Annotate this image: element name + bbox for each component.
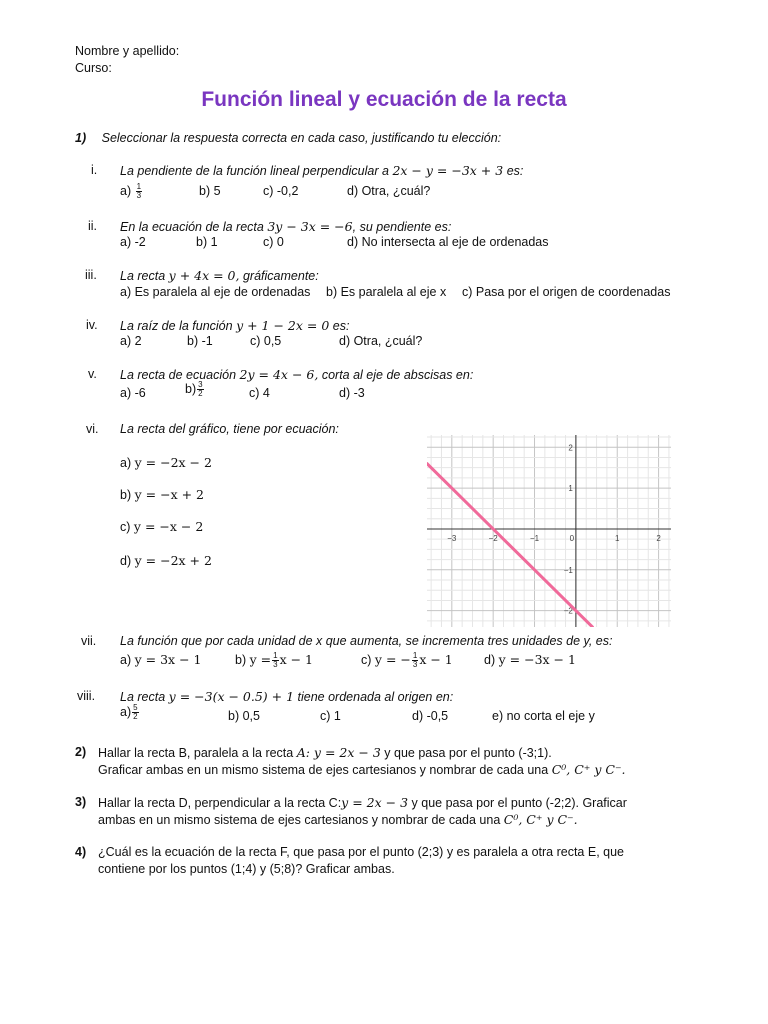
statement-text: La raíz de la función: [120, 319, 233, 333]
item-vi-option-b: [120, 487, 204, 502]
question-text: ambas en un mismo sistema de ejes cartesianos y nombrar de cada una: [98, 813, 501, 827]
option-label: a): [120, 653, 132, 667]
option-label: d): [120, 554, 132, 568]
item-iii-option-c: c) Pasa por el origen de coordenadas: [462, 285, 671, 299]
option-math: y = −x − 2: [133, 519, 204, 534]
line-graph: [427, 435, 671, 627]
statement-text: es:: [332, 319, 350, 333]
fraction: [136, 183, 142, 200]
item-iv-option-a: a) 2: [120, 334, 142, 348]
item-vi-option-c: [120, 519, 203, 534]
y-tick-label: −2: [563, 606, 573, 616]
question-math: A: y = 2x − 3: [296, 745, 381, 760]
question-number: 2): [75, 745, 87, 759]
question-number: 4): [75, 845, 87, 859]
option-label: a): [120, 456, 132, 470]
option-label: b): [120, 488, 132, 502]
item-roman: viii.: [77, 689, 96, 703]
name-label: Nombre y apellido:: [75, 44, 180, 58]
item-i-option-a: [120, 183, 143, 200]
option-label: d): [484, 653, 496, 667]
item-roman: iii.: [85, 268, 97, 282]
option-label: c): [120, 520, 131, 534]
fraction-denominator: 3: [136, 191, 142, 200]
statement-text: gráficamente:: [242, 269, 319, 283]
question-2-line-2: [98, 762, 626, 777]
item-v-option-c: c) 4: [249, 386, 270, 400]
item-viii-option-d: d) -0,5: [412, 709, 449, 723]
option-math: y =: [249, 652, 272, 667]
plot-background: [427, 435, 671, 627]
item-i-option-c: c) -0,2: [263, 184, 299, 198]
statement-math: 2y = 4x − 6,: [239, 367, 319, 382]
option-math: y = −2x − 2: [134, 455, 212, 470]
fraction-denominator: 3: [273, 660, 278, 670]
fraction: [197, 381, 203, 398]
statement-math: y + 4x = 0,: [168, 268, 240, 283]
x-tick-label: −3: [447, 533, 457, 543]
item-roman: vii.: [81, 634, 97, 648]
item-roman: ii.: [88, 219, 98, 233]
page-title: Función lineal y ecuación de la recta: [201, 88, 567, 111]
option-label: a): [120, 704, 132, 719]
item-roman: iv.: [86, 318, 98, 332]
option-label: b): [235, 653, 247, 667]
item-vii-option-d: [484, 652, 576, 667]
item-iv-statement: [120, 318, 349, 333]
question-2-line-1: [98, 745, 552, 760]
statement-math: 3y − 3x = −6: [267, 219, 353, 234]
fraction-denominator: 3: [412, 660, 418, 670]
statement-text: En la ecuación de la recta: [120, 220, 264, 234]
question-3-line-2: [98, 812, 578, 827]
fraction: [272, 652, 278, 669]
fraction-numerator: 1: [412, 651, 418, 661]
fraction-numerator: 1: [273, 651, 278, 661]
statement-math: y = −3(x − 0.5) + 1: [168, 689, 295, 704]
option-math: y = −x + 2: [134, 487, 204, 502]
question-number: 3): [75, 795, 87, 809]
question-text: y que pasa por el punto (-3;1).: [384, 746, 552, 760]
course-label: Curso:: [75, 61, 112, 75]
option-label: c): [361, 653, 372, 667]
item-i-option-b: b) 5: [199, 184, 221, 198]
y-tick-label: −1: [563, 565, 573, 575]
item-roman: v.: [88, 367, 97, 381]
question-text: Hallar la recta B, paralela a la recta: [98, 746, 294, 760]
item-roman: vi.: [86, 422, 99, 436]
statement-text: tiene ordenada al origen en:: [297, 690, 454, 704]
x-tick-label: −2: [488, 533, 498, 543]
fraction-denominator: 2: [198, 389, 203, 398]
item-iii-option-a: a) Es paralela al eje de ordenadas: [120, 285, 311, 299]
question-math: C⁰, C⁺ y C⁻.: [551, 762, 626, 777]
statement-math: 2x − y = −3x + 3: [392, 163, 504, 178]
fraction: [132, 704, 138, 721]
statement-text: La recta: [120, 690, 166, 704]
item-ii-option-c: c) 0: [263, 235, 284, 249]
statement-text: , su pendiente es:: [352, 220, 452, 234]
item-iii-statement: [120, 268, 319, 283]
item-viii-option-a: [120, 704, 140, 721]
x-tick-label: 2: [656, 533, 661, 543]
question-text: Graficar ambas en un mismo sistema de ejes cartesianos y nombrar de cada una: [98, 763, 549, 777]
statement-math: y + 1 − 2x = 0: [236, 318, 330, 333]
item-vi-statement: La recta del gráfico, tiene por ecuación:: [120, 422, 339, 436]
option-math: y = −3x − 1: [498, 652, 576, 667]
x-tick-label: −1: [529, 533, 540, 543]
item-iv-option-d: d) Otra, ¿cuál?: [339, 334, 423, 348]
item-viii-option-e: e) no corta el eje y: [492, 709, 595, 723]
fraction-numerator: 5: [133, 703, 138, 712]
item-v-option-a: a) -6: [120, 386, 146, 400]
item-vi-option-d: [120, 553, 212, 568]
fraction-denominator: 2: [133, 712, 138, 721]
item-vii-statement: La función que por cada unidad de x que aumenta, se incrementa tres unidades de y, es:: [120, 634, 613, 648]
question-text: Hallar la recta D, perpendicular a la recta C:: [98, 796, 342, 810]
item-vi-option-a: [120, 455, 212, 470]
item-ii-option-a: a) -2: [120, 235, 146, 249]
item-iii-option-b: b) Es paralela al eje x: [326, 285, 447, 299]
question-3-line-1: [98, 795, 627, 810]
question-math: y = 2x − 3: [341, 795, 409, 810]
item-viii-statement: [120, 689, 453, 704]
item-iv-option-c: c) 0,5: [250, 334, 282, 348]
option-math: x − 1: [419, 652, 453, 667]
question-prompt: Seleccionar la respuesta correcta en cada caso, justificando tu elección:: [101, 131, 502, 145]
fraction-numerator: 3: [198, 380, 203, 389]
item-v-option-d: d) -3: [339, 386, 365, 400]
option-math: x − 1: [279, 652, 314, 667]
question-text: y que pasa por el punto (-2;2). Graficar: [411, 796, 627, 810]
option-math: y = 3x − 1: [134, 652, 202, 667]
option-math: y = −2x + 2: [134, 553, 212, 568]
item-vii-option-a: [120, 652, 201, 667]
statement-text: La recta: [120, 269, 166, 283]
option-label: b): [185, 381, 197, 396]
statement-text: La pendiente de la función lineal perpendicular a: [120, 164, 389, 178]
item-ii-statement: [120, 219, 451, 234]
item-viii-option-c: c) 1: [320, 709, 341, 723]
question-1: [75, 131, 501, 145]
statement-text: corta al eje de abscisas en:: [321, 368, 474, 382]
question-4-line-1: ¿Cuál es la ecuación de la recta F, que pasa por el punto (2;3) y es paralela a otra recta E, que: [98, 845, 625, 859]
item-vii-option-b: [235, 652, 313, 669]
item-vii-option-c: [361, 652, 453, 669]
question-number: 1): [75, 131, 87, 145]
item-i-option-d: d) Otra, ¿cuál?: [347, 184, 431, 198]
item-roman: i.: [91, 163, 98, 177]
item-v-option-b: [185, 381, 205, 398]
item-ii-option-d: d) No intersecta al eje de ordenadas: [347, 235, 549, 249]
option-label: a): [120, 183, 132, 198]
item-i-statement: [120, 163, 523, 178]
question-math: C⁰, C⁺ y C⁻.: [503, 812, 578, 827]
item-viii-option-b: b) 0,5: [228, 709, 260, 723]
item-iv-option-b: b) -1: [187, 334, 213, 348]
y-tick-label: 2: [568, 443, 573, 453]
option-math: y = −: [374, 652, 411, 667]
question-4-line-2: contiene por los puntos (1;4) y (5;8)? Graficar ambas.: [98, 862, 395, 876]
statement-text: La recta de ecuación: [120, 368, 237, 382]
fraction-numerator: 1: [136, 182, 142, 191]
y-tick-label: 1: [568, 484, 573, 494]
statement-text: es:: [506, 164, 524, 178]
item-ii-option-b: b) 1: [196, 235, 218, 249]
fraction: [412, 652, 418, 669]
x-tick-label: 1: [615, 533, 620, 543]
item-v-statement: [120, 367, 473, 382]
x-tick-label: 0: [569, 533, 575, 543]
